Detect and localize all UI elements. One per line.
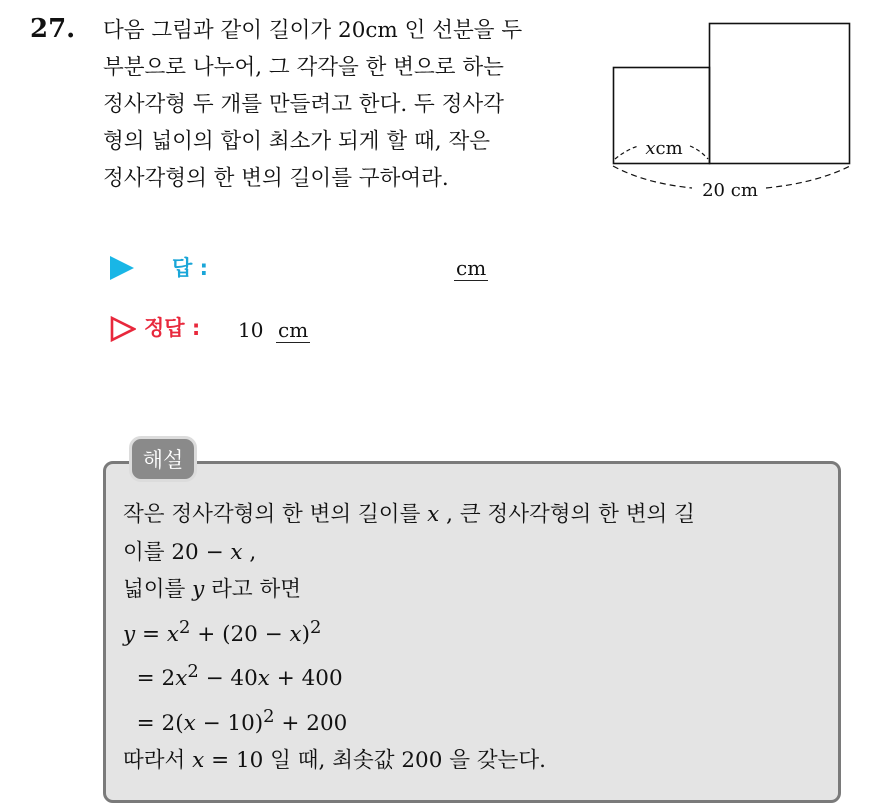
question-text xyxy=(103,12,603,197)
solution-text xyxy=(123,496,823,780)
small-side-label: xcm xyxy=(645,138,683,159)
equation-line: = $2(x - 10)^2 + 200$ xyxy=(123,705,348,736)
correct-answer-unit: cm xyxy=(278,318,309,342)
question-line: 부분으로 나누어, 그 각각을 한 변으로 하는 xyxy=(103,55,504,80)
answer-label: 답 : xyxy=(172,256,208,280)
solution-line: 따라서 x = 10 일 때, 최솟값 200 을 갖는다. xyxy=(123,748,546,774)
play-triangle-icon xyxy=(110,256,134,280)
question-line: 다음 그림과 같이 길이가 20cm 인 선분을 두 xyxy=(103,18,523,43)
answer-unit: cm xyxy=(456,256,487,280)
correct-answer-label: 정답 : xyxy=(144,316,201,340)
squares-figure xyxy=(604,18,860,204)
solution-tab: 해설 xyxy=(129,436,197,482)
solution-line: 작은 정사각형의 한 변의 길이를 x , 큰 정사각형의 한 변의 길 xyxy=(123,502,695,527)
question-number: 27. xyxy=(30,14,76,44)
total-length-label: 20 cm xyxy=(702,180,758,201)
outline-triangle-icon xyxy=(110,316,136,342)
solution-line: 넓이를 y 라고 하면 xyxy=(123,577,302,602)
question-line: 형의 넓이의 합이 최소가 되게 할 때, 작은 xyxy=(103,129,490,154)
solution-line: 이를 20 − x , xyxy=(123,539,257,565)
correct-answer-value: 10 xyxy=(238,318,264,342)
equation-line: = $2x^2 - 40x + 400$ xyxy=(123,661,343,692)
large-square xyxy=(710,24,850,164)
question-line: 정사각형의 한 변의 길이를 구하여라. xyxy=(103,166,449,191)
question-line: 정사각형 두 개를 만들려고 한다. 두 정사각 xyxy=(103,92,504,117)
equation-line: $y = x^2 + (20 - x)^2$ xyxy=(123,616,322,647)
